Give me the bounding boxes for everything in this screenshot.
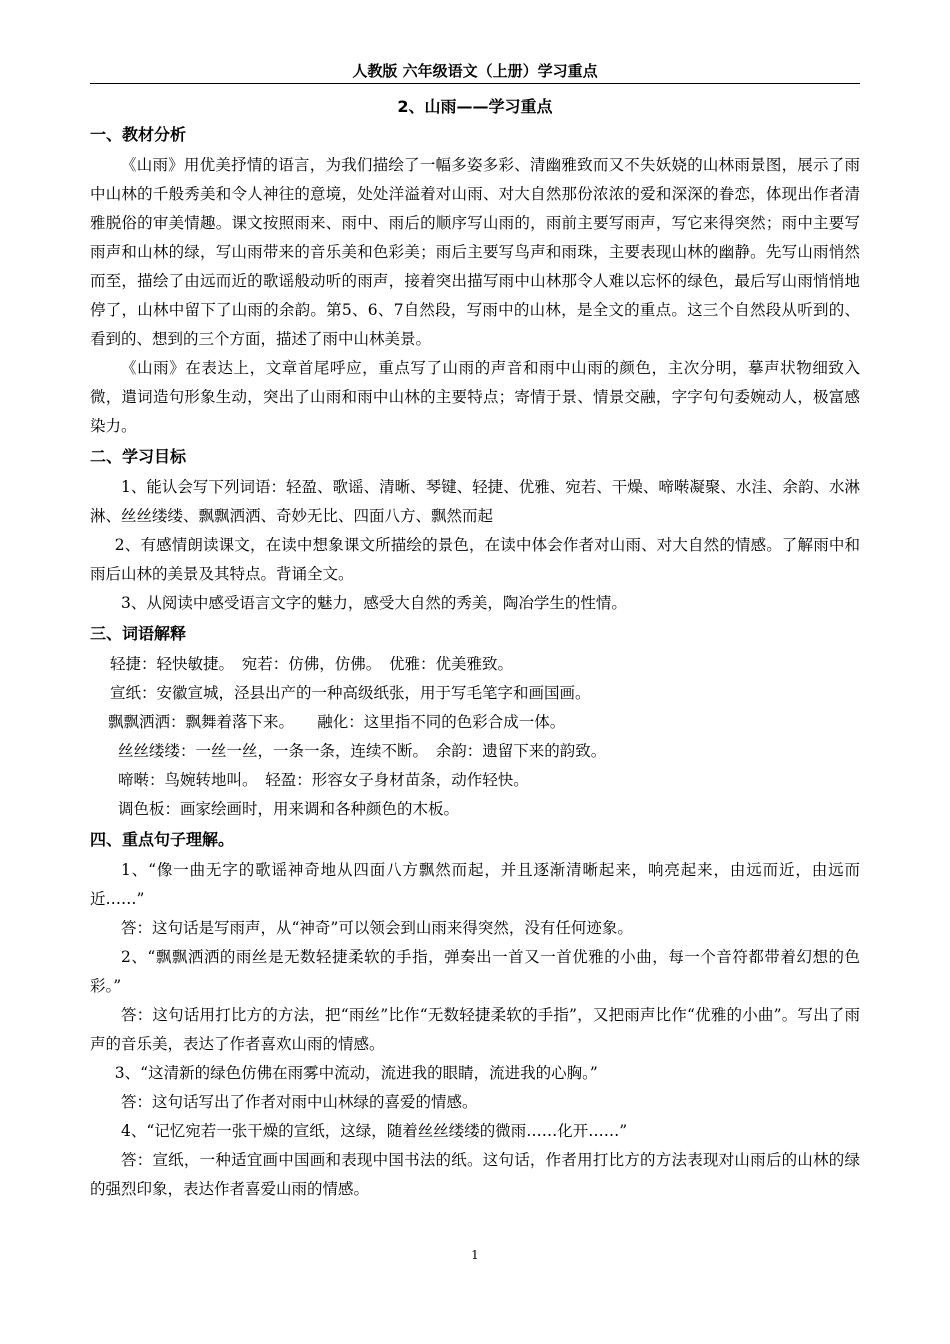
running-header: 人教版 六年级语文（上册）学习重点 [90, 60, 860, 84]
sentence-answer: 答：这句话用打比方的方法，把“雨丝”比作“无数轻捷柔软的手指”，又把雨声比作“优雅的小曲”。写出了雨声的音乐美，表达了作者喜欢山雨的情感。 [90, 1006, 860, 1053]
sentence-quote: 2、“飘飘洒洒的雨丝是无数轻捷柔软的手指，弹奏出一首又一首优雅的小曲，每一个音符都带着幻想的色彩。” [90, 948, 860, 995]
section-heading: 一、教材分析 [90, 125, 187, 144]
vocab-line: 调色板：画家绘画时，用来调和各种颜色的木板。 [118, 800, 460, 818]
section-textbook-analysis [90, 123, 860, 441]
sentence-answer: 答：这句话写出了作者对雨中山林绿的喜爱的情感。 [121, 1093, 478, 1111]
section-heading: 四、重点句子理解。 [90, 830, 235, 849]
section-vocabulary [90, 622, 860, 824]
sentence-answer: 答：宣纸，一种适宜画中国画和表现中国书法的纸。这句话，作者用打比方的方法表现对山雨后的山林的绿的强烈印象，表达作者喜爱山雨的情感。 [90, 1151, 860, 1198]
sentence-quote: 3、“这清新的绿色仿佛在雨雾中流动，流进我的眼睛，流进我的心胸。” [114, 1064, 598, 1082]
section-heading: 二、学习目标 [90, 447, 187, 466]
vocab-line: 丝丝缕缕：一丝一丝，一条一条，连续不断。 余韵：遗留下来的韵致。 [118, 742, 607, 760]
section-learning-goals [90, 445, 860, 618]
vocab-line: 轻捷：轻快敏捷。 宛若：仿佛，仿佛。 优雅：优美雅致。 [110, 655, 514, 673]
section-key-sentences [90, 828, 860, 1204]
vocab-line: 飘飘洒洒：飘舞着落下来。 融化：这里指不同的色彩合成一体。 [108, 713, 566, 731]
vocab-line: 宣纸：安徽宣城，泾县出产的一种高级纸张，用于写毛笔字和画国画。 [110, 684, 591, 702]
paragraph: 《山雨》用优美抒情的语言，为我们描绘了一幅多姿多彩、清幽雅致而又不失妖娆的山林雨景图，展示了雨中山林的千般秀美和令人神往的意境，处处洋溢着对山雨、对大自然那份浓浓的爱和深深的眷恋，体现出作者清雅脱俗的审美情趣。课文按照雨来、雨中、雨后的顺序写山雨的，雨前主要写雨声，写它来得突然；雨中主要写雨声和山林的绿，写山雨带来的音乐美和色彩美；雨后主要写鸟声和雨珠，主要表现山林的幽静。先写山雨悄然而至，描绘了由远而近的歌谣般动听的雨声，接着突出描写雨中山林那令人难以忘怀的绿色，最后写山雨悄悄地停了，山林中留下了山雨的余韵。第5、6、7自然段，写雨中的山林，是全文的重点。这三个自然段从听到的、看到的、想到的三个方面，描述了雨中山林美景。 [90, 156, 860, 348]
paragraph: 《山雨》在表达上，文章首尾呼应，重点写了山雨的声音和雨中山雨的颜色，主次分明，摹声状物细致入微，遣词造句形象生动，突出了山雨和雨中山林的主要特点；寄情于景、情景交融，字字句句委婉动人，极富感染力。 [90, 359, 860, 435]
vocab-line: 啼啭：鸟婉转地叫。 轻盈：形容女子身材苗条，动作轻快。 [118, 771, 529, 789]
sentence-quote: 4、“记忆宛若一张干燥的宣纸，这绿，随着丝丝缕缕的微雨……化开……” [121, 1122, 628, 1140]
page-number: 1 [471, 1248, 479, 1262]
goal-item: 1、能认会写下列词语：轻盈、歌谣、清晰、琴键、轻捷、优雅、宛若、干燥、啼啭凝聚、水洼、余韵、水淋淋、丝丝缕缕、飘飘洒洒、奇妙无比、四面八方、飘然而起 [90, 478, 860, 525]
document-title: 2、山雨——学习重点 [397, 97, 553, 116]
sentence-quote: 1、“像一曲无字的歌谣神奇地从四面八方飘然而起，并且逐渐清晰起来，响亮起来，由远而近，由远而近……” [90, 861, 860, 908]
section-heading: 三、词语解释 [90, 624, 187, 643]
goal-item: 3、从阅读中感受语言文字的魅力，感受大自然的秀美，陶冶学生的性情。 [121, 594, 627, 612]
sentence-answer: 答：这句话是写雨声，从“神奇”可以领会到山雨来得突然，没有任何迹象。 [121, 919, 633, 937]
goal-item: 2、有感情朗读课文，在读中想象课文所描绘的景色，在读中体会作者对山雨、对大自然的情感。了解雨中和雨后山林的美景及其特点。背诵全文。 [90, 536, 860, 583]
document-page [90, 60, 860, 1204]
